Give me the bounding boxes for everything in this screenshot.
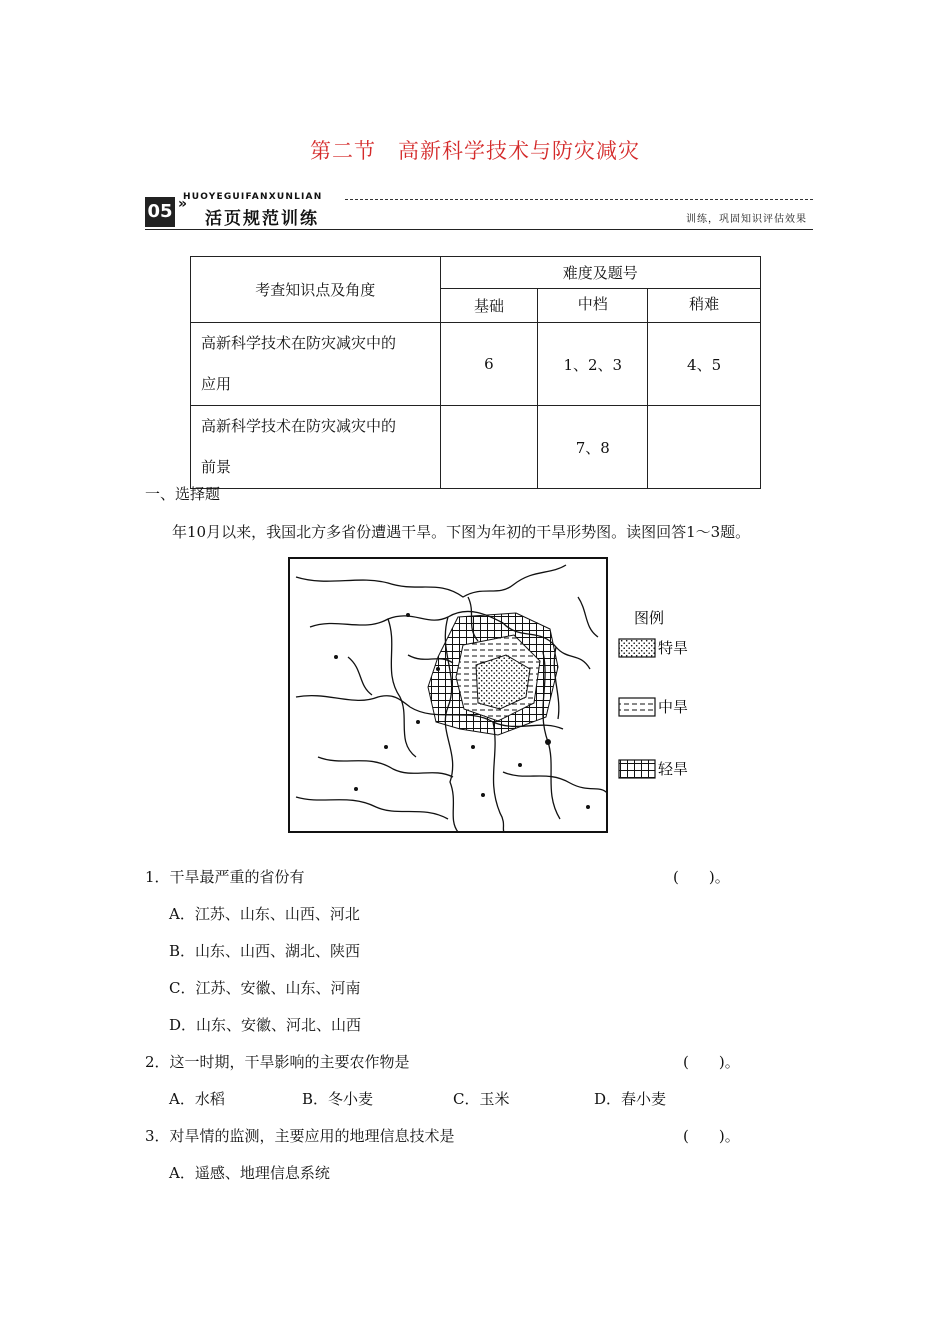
section-intro: 年10月以来，我国北方多省份遭遇干旱。下图为年初的干旱形势图。读图回答1～3题。	[172, 523, 751, 541]
banner-rule	[145, 229, 813, 230]
table-header-topic: 考查知识点及角度	[191, 257, 441, 323]
option: B．冬小麦	[302, 1090, 374, 1108]
question-stem: 1．干旱最严重的省份有	[145, 868, 305, 886]
table-header-difficulty: 难度及题号	[440, 257, 760, 289]
option: A．水稻	[169, 1090, 225, 1108]
row-medium: 7、8	[538, 406, 648, 489]
answer-blank: ( )。	[683, 1053, 740, 1071]
legend-severe-label: 特旱	[658, 640, 689, 657]
banner-pinyin: HUOYEGUIFANXUNLIAN	[183, 192, 323, 202]
table-row	[191, 406, 761, 489]
section-banner	[145, 192, 813, 230]
option: C．江苏、安徽、山东、河南	[169, 979, 361, 997]
legend-severe-swatch	[619, 639, 655, 657]
option: A．遥感、地理信息系统	[169, 1164, 330, 1182]
knowledge-table	[190, 256, 761, 489]
option: C．玉米	[453, 1090, 510, 1108]
table-row	[191, 323, 761, 406]
drought-map	[288, 557, 708, 833]
level-medium: 中档	[538, 289, 648, 323]
row-topic-line2: 前景	[201, 458, 232, 476]
banner-label: 活页规范训练	[205, 209, 319, 229]
level-hard: 稍难	[648, 289, 761, 323]
option: B．山东、山西、湖北、陕西	[169, 942, 361, 960]
banner-slogan: 训练，巩固知识评估效果	[686, 214, 807, 225]
option: A．江苏、山东、山西、河北	[169, 905, 360, 923]
question-stem: 2．这一时期，干旱影响的主要农作物是	[145, 1053, 410, 1071]
legend-medium-label: 中旱	[658, 699, 689, 716]
legend-light-label: 轻旱	[658, 761, 689, 778]
chevron-icon: »	[178, 196, 188, 212]
page-title: 第二节 高新科学技术与防灾减灾	[310, 139, 640, 163]
row-topic-line2: 应用	[201, 375, 232, 393]
row-basic: 6	[440, 323, 538, 406]
banner-number: 05	[145, 197, 175, 227]
legend-medium-swatch	[619, 698, 655, 716]
legend-light-swatch	[619, 760, 655, 778]
question-stem: 3．对旱情的监测，主要应用的地理信息技术是	[145, 1127, 455, 1145]
option: D．春小麦	[594, 1090, 667, 1108]
option: D．山东、安徽、河北、山西	[169, 1016, 362, 1034]
row-medium: 1、2、3	[538, 323, 648, 406]
answer-blank: ( )。	[673, 868, 730, 886]
row-topic-line1: 高新科学技术在防灾减灾中的	[201, 417, 397, 435]
row-hard: 4、5	[648, 323, 761, 406]
row-hard	[648, 406, 761, 489]
banner-dashed-rule	[345, 199, 813, 200]
section-heading: 一、选择题	[145, 485, 221, 503]
row-basic	[440, 406, 538, 489]
answer-blank: ( )。	[683, 1127, 740, 1145]
legend-title: 图例	[634, 610, 665, 627]
row-topic-line1: 高新科学技术在防灾减灾中的	[201, 334, 397, 352]
level-basic: 基础	[440, 289, 538, 323]
